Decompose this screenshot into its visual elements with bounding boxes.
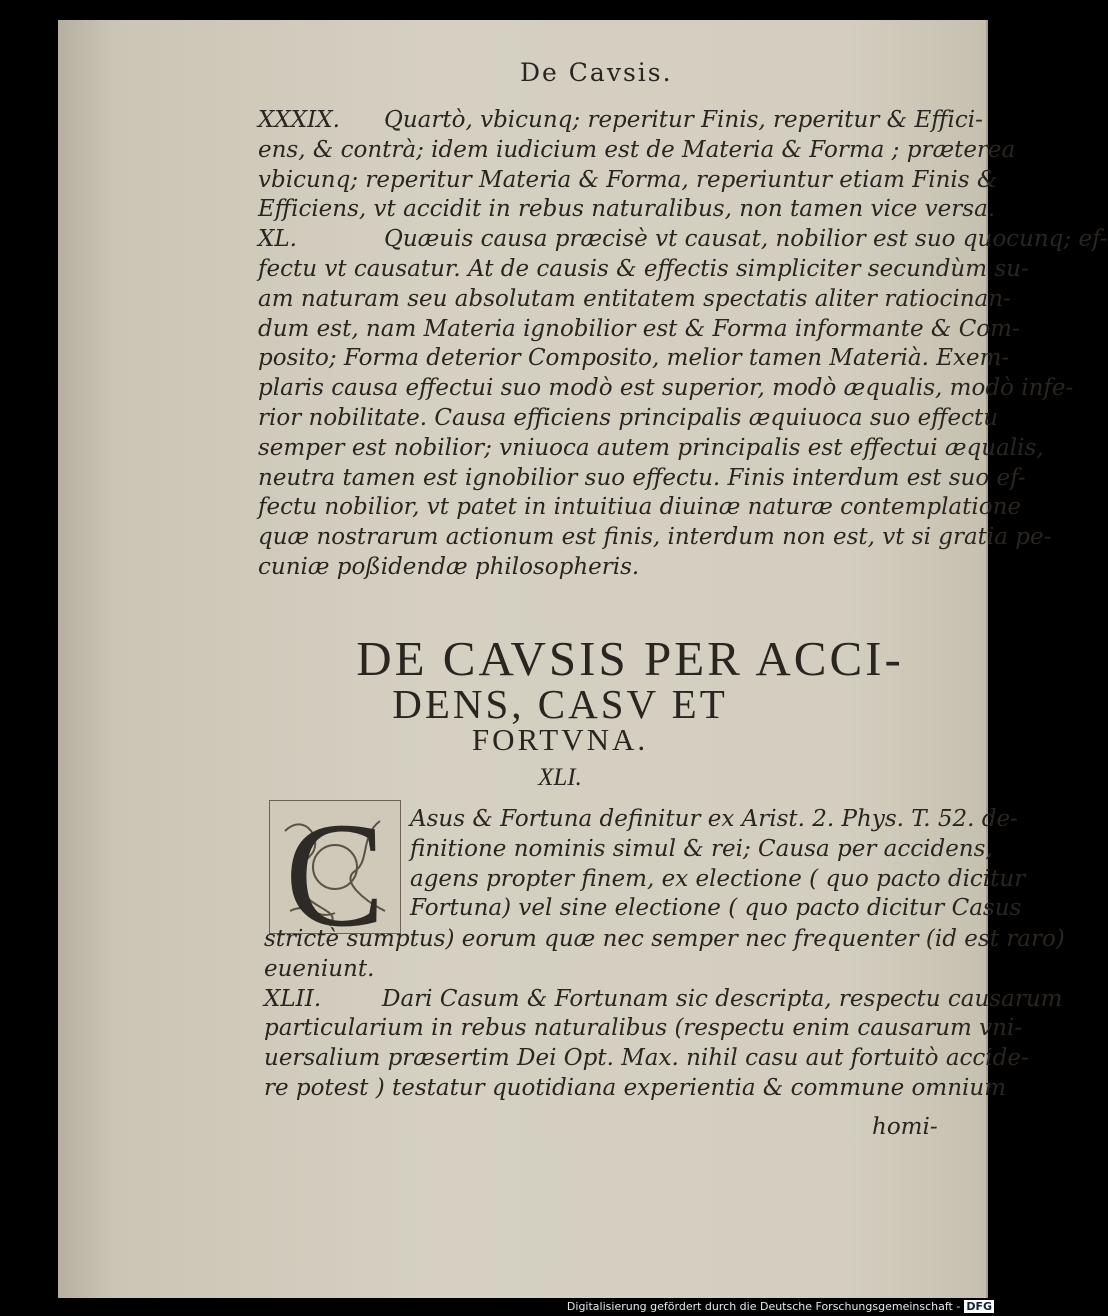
text-line: ens, & contrà; idem iudicium est de Materia & Forma ; præterea — [258, 136, 1016, 163]
text-line: neutra tamen est ignobilior suo effectu. Finis interdum est suo ef- — [258, 464, 1026, 491]
text-line: Efficiens, vt accidit in rebus naturalibus, non tamen vice versa. — [258, 196, 996, 223]
running-title: De Cavsis. — [520, 58, 673, 87]
text-line: cuniæ poßidendæ philosopheris. — [258, 553, 640, 580]
funding-notice — [567, 1300, 994, 1313]
section-number: XLI. — [538, 764, 582, 791]
ornamental-initial-icon — [269, 792, 401, 958]
text-line: semper est nobilior; vniuoca autem principalis est effectui æqualis, — [258, 434, 1044, 461]
text-line: agens propter finem, ex electione ( quo pacto dicitur — [410, 865, 1026, 892]
text-line: fectu nobilior, vt patet in intuitiua diuinæ naturæ contemplatione — [258, 494, 1022, 521]
text-line: XXXIX. Quartò, vbicunq; reperitur Finis, reperitur & Effici- — [258, 107, 983, 133]
text-line: particularium in rebus naturalibus (respectu enim causarum vni- — [264, 1015, 1023, 1042]
dfg-logo-icon: DFG — [966, 1300, 992, 1313]
text-line: am naturam seu absolutam entitatem spectatis aliter ratiocinan- — [258, 285, 1011, 312]
section2-first-lines — [410, 805, 1025, 924]
text-line: strictè sumptus) eorum quæ nec semper nec frequenter (id est raro) — [264, 926, 1065, 952]
catchword: homi- — [872, 1114, 938, 1140]
text-line: dum est, nam Materia ignobilior est & Forma informante & Com- — [258, 315, 1020, 342]
funding-notice-text: Digitalisierung gefördert durch die Deutsche Forschungsgemeinschaft - — [566, 1300, 961, 1313]
text-line: vbicunq; reperitur Materia & Forma, reperiuntur etiam Finis & — [258, 166, 998, 193]
text-line: uersalium præsertim Dei Opt. Max. nihil casu aut fortuitò accide- — [264, 1045, 1029, 1072]
text-line: Asus & Fortuna definitur ex Arist. 2. Phys. T. 52. de- — [410, 806, 1018, 832]
text-line: plaris causa effectui suo modò est superior, modò æqualis, modò infe- — [258, 375, 1074, 402]
section1-text — [258, 106, 1108, 583]
text-line: finitione nominis simul & rei; Causa per accidens, — [410, 835, 993, 862]
text-line: quæ nostrarum actionum est finis, interdum non est, vt si gratia pe- — [258, 524, 1052, 551]
heading-line-1: DE CAVSIS PER ACCI- — [356, 631, 904, 686]
heading-line-2: DENS, CASV ET — [392, 681, 728, 727]
text-line: XL. Quæuis causa præcisè vt causat, nobilior est suo quocunq; ef- — [258, 226, 1108, 253]
text-line: XLII. Dari Casum & Fortunam sic descripta, respectu causarum — [264, 985, 1063, 1012]
text-line: rior nobilitate. Causa efficiens principalis æquiuoca suo effectu — [258, 404, 999, 431]
text-line: posito; Forma deterior Composito, melior tamen Materià. Exem- — [258, 345, 1010, 372]
initial-letter: C — [284, 792, 386, 958]
text-line: re potest ) testatur quotidiana experientia & commune omnium — [264, 1074, 1007, 1101]
text-line: eueniunt. — [264, 955, 375, 982]
section2-text — [264, 925, 1065, 1104]
text-line: fectu vt causatur. At de causis & effectis simpliciter secundùm su- — [258, 255, 1029, 282]
heading-line-3: FORTVNA. — [471, 722, 649, 757]
text-line: Fortuna) vel sine electione ( quo pacto dicitur Casus — [410, 895, 1022, 922]
